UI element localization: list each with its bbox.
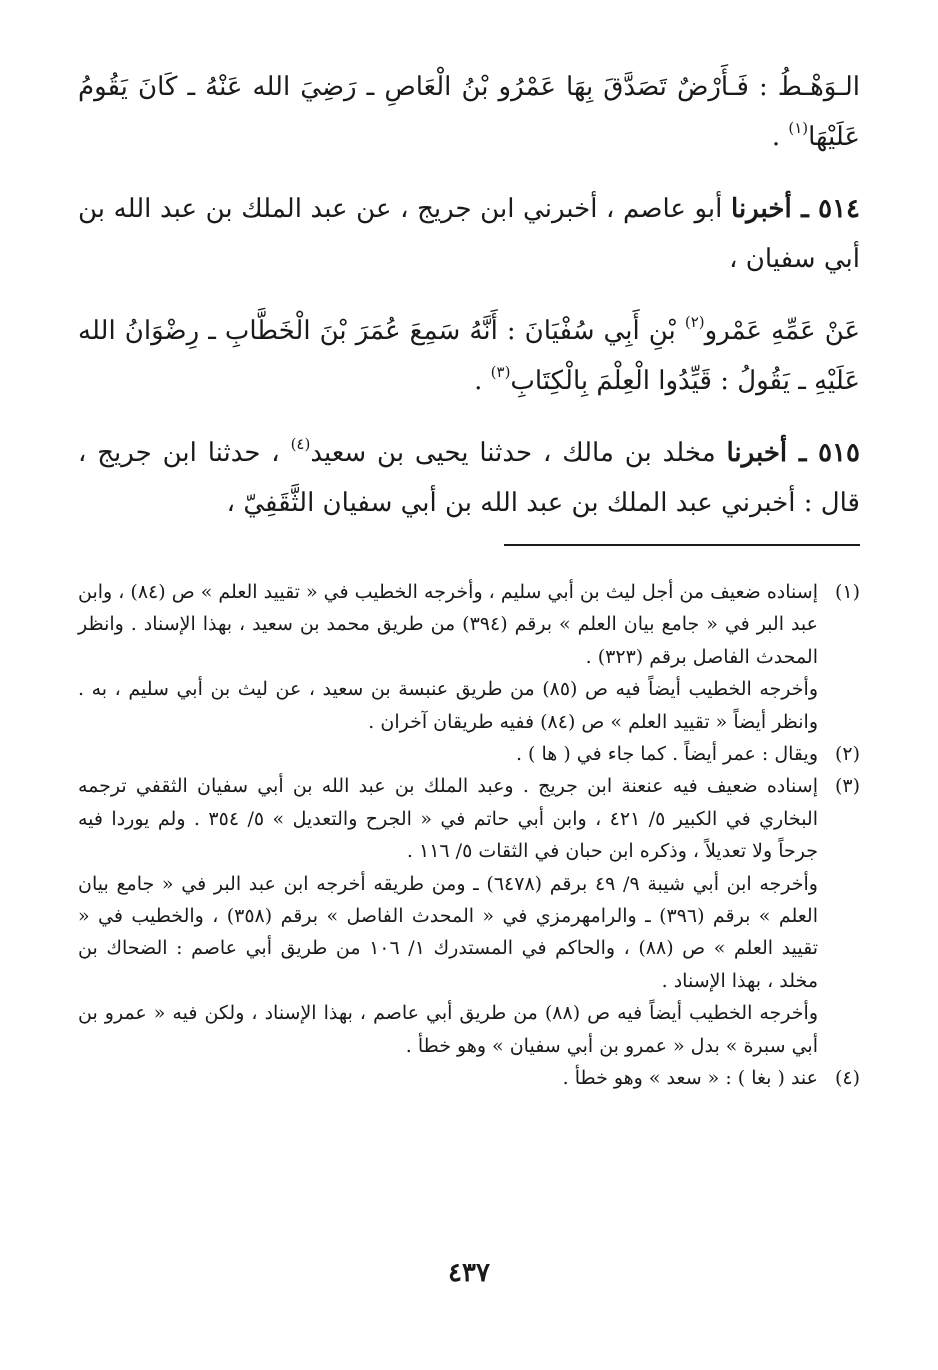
matn-text-1: عَنْ عَمِّهِ عَمْرو	[704, 316, 860, 346]
hadith-chain: أبو عاصم ، أخبرني ابن جريج ، عن عبد الملك بن عبد الله بن أبي سفيان ،	[78, 194, 860, 274]
hadith-515	[78, 428, 860, 528]
hadith-514	[78, 184, 860, 284]
footnote-body	[78, 576, 818, 738]
page-number: ٤٣٧	[448, 1258, 490, 1288]
hadith-lead-word: أخبرنا	[731, 194, 802, 224]
footnote-ref-2: (٢)	[684, 313, 705, 331]
hadith-514-matn	[78, 306, 860, 406]
footnote-body	[78, 738, 818, 770]
footnote-line: إسناده ضعيف من أجل ليث بن أبي سليم ، وأخرجه الخطيب في « تقييد العلم » ص (٨٤) ، وابن عبد البر في « جامع بيان العلم » برقم (٣٩٤) من طريق محمد بن سعيد ، بهذا الإسناد . وانظر المحدث الفاصل برقم (٣٢٣) .	[78, 581, 818, 668]
footnote-line: ويقال : عمر أيضاً . كما جاء في ( ها ) .	[515, 743, 818, 766]
footnote-1	[78, 576, 860, 738]
paragraph-text: الـوَهْـطُ : فَـأَرْضٌ تَصَدَّقَ بِهَا عَمْرُو بْنُ الْعَاصِ ـ رَضِيَ الله عَنْهُ ـ كَانَ يَقُومُ عَلَيْهَا	[78, 72, 860, 152]
footnote-line: إسناده ضعيف فيه عنعنة ابن جريج . وعبد الملك بن عبد الله بن أبي سفيان الثقفي ترجمه البخاري في الكبير ٥/ ٤٢١ ، وابن أبي حاتم في « الجرح والتعديل » ٥/ ٣٥٤ . ولم يوردا فيه جرحاً ولا تعديلاً ، وذكره ابن حبان في الثقات ٥/ ١١٦ .	[78, 775, 818, 863]
hadith-chain-1: مخلد بن مالك ، حدثنا يحيى بن سعيد	[310, 438, 727, 468]
footnote-marker: (٤)	[834, 1067, 860, 1090]
footnote-4	[78, 1062, 860, 1094]
footnote-marker: (٢)	[834, 743, 860, 766]
footnote-body	[78, 1062, 818, 1094]
hadith-number: ٥١٥ ـ	[798, 438, 860, 468]
book-page	[78, 62, 860, 1095]
hadith-number: ٥١٤ ـ	[801, 194, 861, 224]
footnote-ref-3: (٣)	[490, 363, 511, 381]
paragraph-end: .	[771, 122, 789, 152]
footnote-marker: (٣)	[834, 775, 860, 798]
footnote-2	[78, 738, 860, 770]
footnote-line: وأخرجه الخطيب أيضاً فيه ص (٨٥) من طريق عنبسة بن سعيد ، عن ليث بن أبي سليم ، به . وانظر أيضاً « تقييد العلم » ص (٨٤) ففيه طريقان آخران .	[78, 678, 818, 733]
footnote-divider	[504, 544, 860, 546]
matn-end: .	[474, 366, 491, 396]
matn-text-2: بْنِ أَبِي سُفْيَانَ : أَنَّهُ سَمِعَ عُمَرَ بْنَ الْخَطَّابِ ـ رِضْوَانُ الله عَلَيْهِ ـ يَقُولُ : قَيِّدُوا الْعِلْمَ بِالْكِتَابِ	[78, 316, 860, 396]
footnote-line: عند ( بغا ) : « سعد » وهو خطأ .	[562, 1067, 818, 1090]
footnotes	[78, 576, 860, 1095]
footnote-marker: (١)	[834, 581, 860, 603]
footnote-line: وأخرجه ابن أبي شيبة ٩/ ٤٩ برقم (٦٤٧٨) ـ ومن طريقه أخرجه ابن عبد البر في « جامع بيان العلم » برقم (٣٩٦) ـ والرامهرمزي في « المحدث الفاصل » برقم (٣٥٨) ، والخطيب في « تقييد العلم » ص (٨٨) ، والحاكم في المستدرك ١/ ١٠٦ من طريق أبي عاصم : الضحاك بن مخلد ، بهذا الإسناد .	[78, 872, 818, 992]
footnote-ref-1: (١)	[788, 119, 809, 137]
paragraph-vaht	[78, 62, 860, 162]
footnote-body	[78, 770, 818, 1062]
hadith-lead-word: أخبرنا	[726, 438, 799, 468]
footnote-3	[78, 770, 860, 1062]
main-text	[78, 62, 860, 528]
footnote-ref-4: (٤)	[290, 435, 311, 453]
hadith-chain-2: ، حدثنا ابن جريج ، قال : أخبرني عبد الملك بن عبد الله بن أبي سفيان الثَّقَفِيّ ،	[78, 438, 860, 518]
footnote-line: وأخرجه الخطيب أيضاً فيه ص (٨٨) من طريق أبي عاصم ، بهذا الإسناد ، ولكن فيه « عمرو بن أبي سبرة » بدل « عمرو بن أبي سفيان » وهو خطأ .	[78, 1002, 818, 1057]
